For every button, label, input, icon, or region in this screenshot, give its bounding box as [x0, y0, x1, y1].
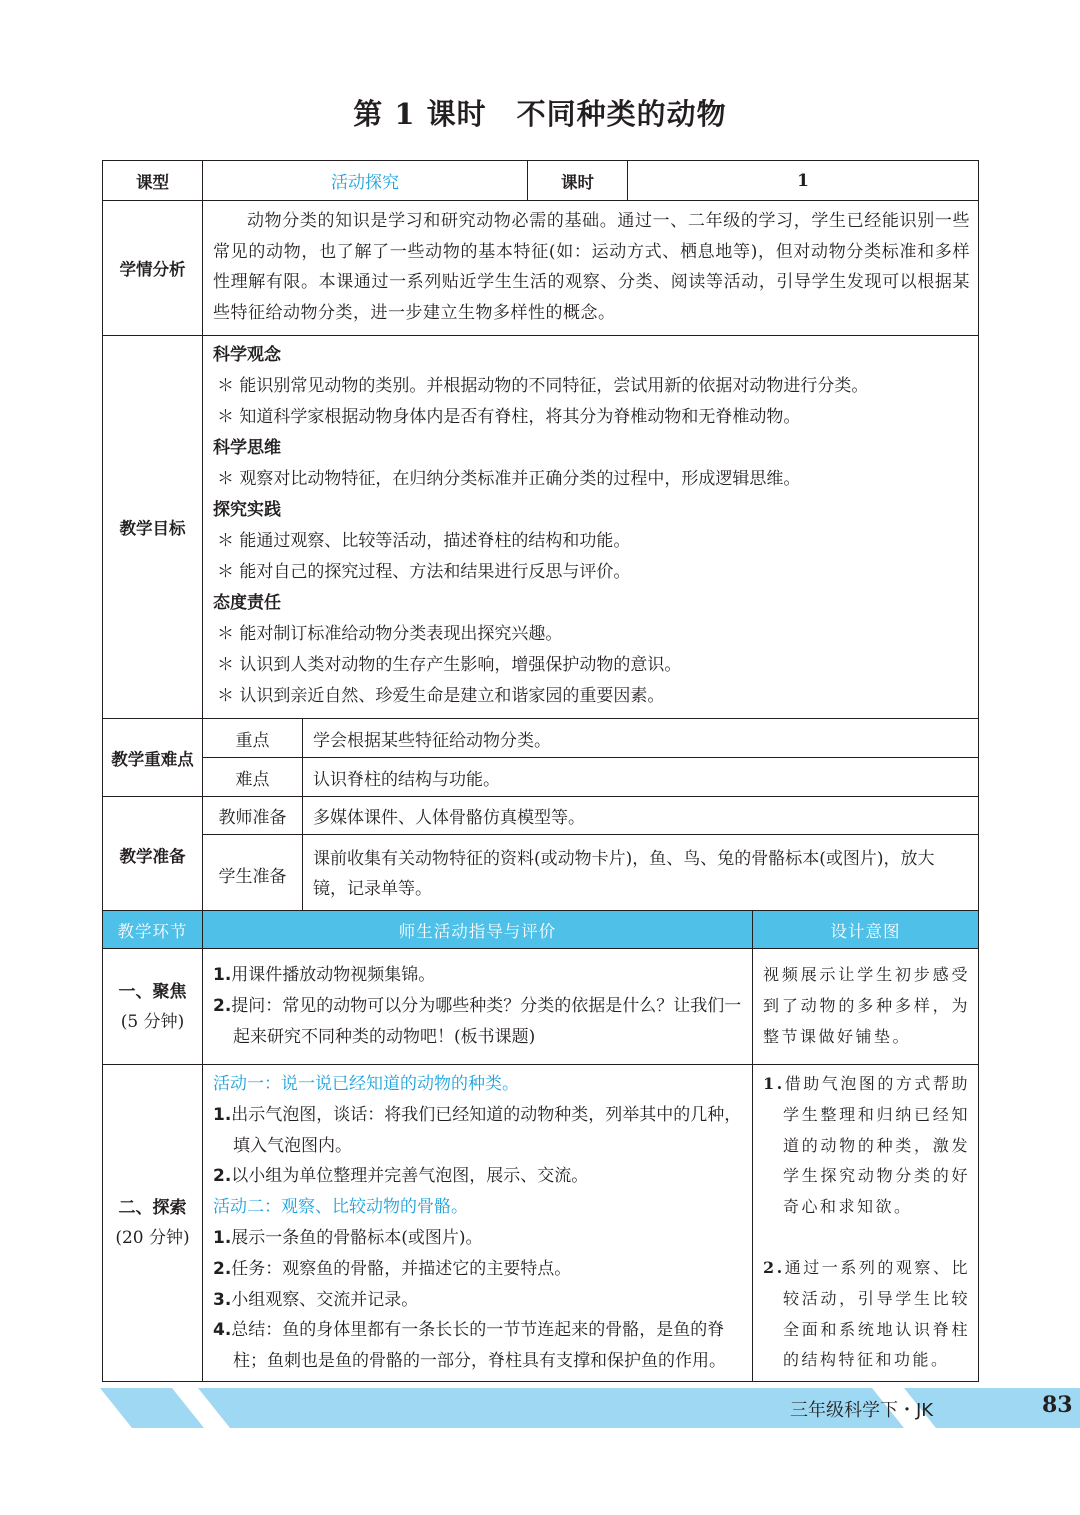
stage2-name: 二、探索: [118, 1197, 187, 1218]
hours-value: 1: [628, 161, 979, 201]
type-label: 课型: [103, 161, 203, 201]
lesson-number: 第 1 课时: [353, 97, 487, 131]
stage1-design: 视频展示让学生初步感受到了动物的多种多样，为整节课做好铺垫。: [753, 949, 979, 1065]
difficulty-label: 难点: [203, 758, 303, 797]
footer-subject: 三年级科学下・JK: [790, 1400, 934, 1421]
type-value: 活动探究: [203, 161, 528, 201]
activity-item: 1.用课件播放动物视频集锦。: [213, 965, 436, 986]
student-prep-text: 课前收集有关动物特征的资料(或动物卡片)，鱼、鸟、兔的骨骼标本(或图片)，放大镜，记录单等。: [303, 835, 979, 914]
design-item: 2.通过一系列的观察、比较活动，引导学生比较全面和系统地认识脊柱的结构特征和功能。: [763, 1257, 970, 1370]
student-prep-label: 学生准备: [203, 835, 303, 914]
stage2-design: [753, 1065, 979, 1382]
activity-item: 4.总结：鱼的身体里都有一条长长的一节节连起来的骨骼，是鱼的脊柱；鱼刺也是鱼的骨骼的一部分，脊柱具有支撑和保护鱼的作用。: [213, 1320, 726, 1372]
stage1-time: (5 分钟): [120, 1011, 185, 1032]
activity-item: 2.任务：观察鱼的骨骼，并描述它的主要特点。: [213, 1258, 572, 1279]
header-activity: 师生活动指导与评价: [203, 911, 753, 949]
keypoints-label: 教学重难点: [103, 719, 203, 797]
analysis-label: 学情分析: [103, 201, 203, 336]
stage1-activities: [203, 949, 753, 1065]
process-table: [102, 910, 979, 1382]
analysis-row: [103, 201, 979, 336]
analysis-text: 动物分类的知识是学习和研究动物必需的基础。通过一、二年级的学习，学生已经能识别一些常见的动物，也了解了一些动物的基本特征(如：运动方式、栖息地等)，但对动物分类标准和多样性理解有限。本课通过一系列贴近学生生活的观察、分类、阅读等活动，引导学生发现可以根据某些特征给动物分类，进一步建立生物多样性的概念。: [203, 201, 979, 336]
activity-item: 1.出示气泡图，谈话：将我们已经知道的动物种类，列举其中的几种，填入气泡图内。: [213, 1104, 742, 1156]
goals-label: 教学目标: [103, 336, 203, 719]
activity-item: 3.小组观察、交流并记录。: [213, 1289, 419, 1310]
stage2-row: [103, 1065, 979, 1382]
student-prep-row: [103, 835, 979, 914]
stage1-cell: [103, 949, 203, 1065]
focus-label: 重点: [203, 719, 303, 758]
design-item: 1.借助气泡图的方式帮助学生整理和归纳已经知道的动物的种类，激发学生探究动物分类的好奇心和求知欲。: [763, 1074, 970, 1217]
page-title: [0, 92, 1080, 133]
stage2-cell: [103, 1065, 203, 1382]
goal-heading: 科学思维: [213, 438, 281, 458]
goal-heading: 探究实践: [213, 500, 281, 520]
header-stage: 教学环节: [103, 911, 203, 949]
activity-item: 1.展示一条鱼的骨骼标本(或图片)。: [213, 1227, 483, 1248]
focus-row: [103, 719, 979, 758]
goal-item: ＊ 能对制订标准给动物分类表现出探究兴趣。: [217, 624, 563, 644]
header-design: 设计意图: [753, 911, 979, 949]
goal-heading: 态度责任: [213, 593, 281, 613]
goal-item: ＊ 认识到亲近自然、珍爱生命是建立和谐家园的重要因素。: [217, 686, 665, 706]
goal-item: ＊ 知道科学家根据动物身体内是否有脊柱，将其分为脊椎动物和无脊椎动物。: [217, 407, 801, 427]
activity2-heading: 活动二：观察、比较动物的骨骼。: [213, 1197, 468, 1218]
info-row: [103, 161, 979, 201]
page-number: 83: [1042, 1392, 1073, 1418]
hours-label: 课时: [528, 161, 628, 201]
process-header-row: [103, 911, 979, 949]
goals-row: [103, 336, 979, 719]
goal-item: ＊ 能对自己的探究过程、方法和结果进行反思与评价。: [217, 562, 631, 582]
goal-item: ＊ 能通过观察、比较等活动，描述脊柱的结构和功能。: [217, 531, 631, 551]
prep-label: 教学准备: [103, 797, 203, 914]
goals-content: [203, 336, 979, 719]
difficulty-text: 认识脊柱的结构与功能。: [303, 758, 979, 797]
page-footer: [100, 1388, 1080, 1428]
activity1-heading: 活动一：说一说已经知道的动物的种类。: [213, 1074, 519, 1094]
lesson-topic: 不同种类的动物: [516, 97, 727, 131]
footer-stripe-left: [100, 1388, 204, 1428]
goal-item: ＊ 能识别常见动物的类别。并根据动物的不同特征，尝试用新的依据对动物进行分类。: [217, 376, 869, 396]
focus-text: 学会根据某些特征给动物分类。: [303, 719, 979, 758]
goal-heading: 科学观念: [213, 345, 281, 365]
stage1-name: 一、聚焦: [118, 981, 187, 1002]
stage2-time: (20 分钟): [115, 1227, 190, 1248]
lesson-info-table: [102, 160, 979, 914]
teacher-prep-label: 教师准备: [203, 797, 303, 835]
activity-item: 2.提问：常见的动物可以分为哪些种类？分类的依据是什么？让我们一起来研究不同种类的动物吧！(板书课题): [213, 996, 742, 1047]
activity-item: 2.以小组为单位整理并完善气泡图，展示、交流。: [213, 1166, 589, 1187]
teacher-prep-text: 多媒体课件、人体骨骼仿真模型等。: [303, 797, 979, 835]
stage1-row: [103, 949, 979, 1065]
goal-item: ＊ 观察对比动物特征，在归纳分类标准并正确分类的过程中，形成逻辑思维。: [217, 469, 801, 489]
stage2-activities: [203, 1065, 753, 1382]
goal-item: ＊ 认识到人类对动物的生存产生影响，增强保护动物的意识。: [217, 655, 682, 675]
difficulty-row: [103, 758, 979, 797]
teacher-prep-row: [103, 797, 979, 835]
